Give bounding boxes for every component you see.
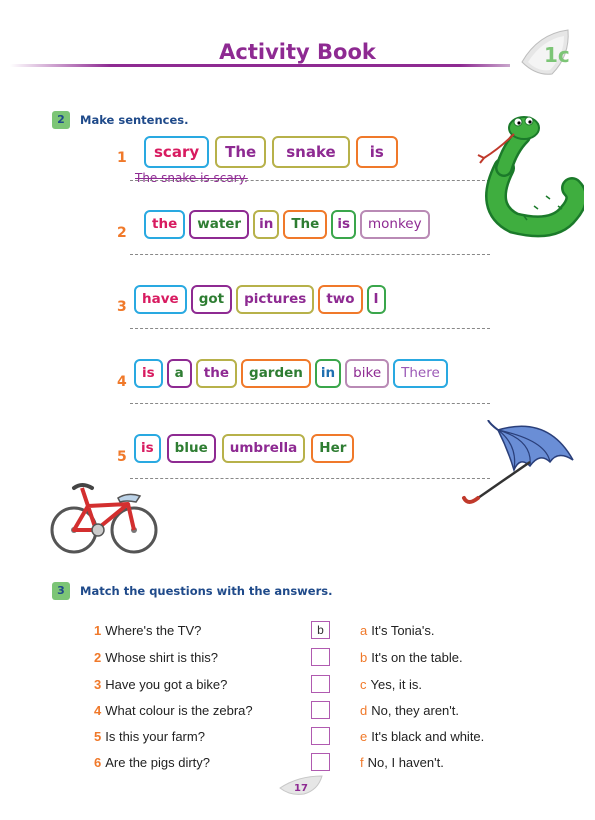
answer-e: e It's black and white. [360, 729, 485, 744]
word-tile: in [253, 210, 279, 239]
question-1: 1 Where's the TV? [94, 623, 202, 638]
unit-badge [518, 26, 572, 80]
header-rule [10, 64, 510, 67]
word-tile: a [167, 359, 192, 388]
section-2-number: 2 [52, 111, 70, 129]
answer-f: f No, I haven't. [360, 755, 444, 770]
word-row-3 [134, 285, 386, 314]
page-number [278, 774, 324, 796]
word-tile: the [196, 359, 237, 388]
answer-line-5 [130, 478, 490, 479]
word-row-4 [134, 359, 448, 388]
word-tile: got [191, 285, 232, 314]
word-tile: umbrella [222, 434, 306, 463]
answer-line-1 [130, 180, 490, 181]
word-tile: is [134, 359, 163, 388]
match-box-1[interactable]: b [311, 621, 330, 639]
word-tile: pictures [236, 285, 314, 314]
answer-line-3 [130, 328, 490, 329]
row-1-number: 1 [117, 150, 127, 166]
word-tile: in [315, 359, 341, 388]
answer-line-2 [130, 254, 490, 255]
row-2-number: 2 [117, 225, 127, 241]
row-3-number: 3 [117, 299, 127, 315]
word-tile: is [134, 434, 161, 463]
word-row-5 [134, 434, 354, 463]
row-4-number: 4 [117, 374, 127, 390]
word-tile: I [367, 285, 386, 314]
answer-line-4 [130, 403, 490, 404]
row-5-number: 5 [117, 449, 127, 465]
unit-badge-text: 1c [544, 43, 570, 67]
match-box-4[interactable] [311, 701, 330, 719]
answer-d: d No, they aren't. [360, 703, 459, 718]
question-5: 5 Is this your farm? [94, 729, 205, 744]
word-tile: The [283, 210, 327, 239]
word-tile: the [144, 210, 185, 239]
word-tile: bike [345, 359, 389, 388]
example-answer: The snake is scary. [135, 171, 248, 185]
question-6: 6 Are the pigs dirty? [94, 755, 211, 770]
snake-illustration [474, 108, 584, 248]
word-row-1 [144, 136, 398, 168]
word-tile: The [215, 136, 266, 168]
word-tile: blue [167, 434, 216, 463]
word-tile: two [318, 285, 362, 314]
word-tile: garden [241, 359, 311, 388]
word-tile: is [331, 210, 356, 239]
section-3-title: Match the questions with the answers. [80, 584, 333, 598]
word-tile: have [134, 285, 187, 314]
word-tile: water [189, 210, 249, 239]
question-2: 2 Whose shirt is this? [94, 650, 218, 665]
question-4: 4 What colour is the zebra? [94, 703, 253, 718]
answer-b: b It's on the table. [360, 650, 463, 665]
word-tile: Her [311, 434, 354, 463]
match-box-3[interactable] [311, 675, 330, 693]
bicycle-illustration [48, 474, 160, 558]
section-2-title: Make sentences. [80, 113, 189, 127]
section-3-number: 3 [52, 582, 70, 600]
match-box-6[interactable] [311, 753, 330, 771]
umbrella-illustration [458, 420, 578, 515]
page-title: Activity Book [219, 40, 376, 64]
word-tile: There [393, 359, 448, 388]
match-box-5[interactable] [311, 727, 330, 745]
question-3: 3 Have you got a bike? [94, 677, 228, 692]
page-number-text: 17 [294, 783, 308, 794]
answer-a: a It's Tonia's. [360, 623, 435, 638]
word-tile: is [356, 136, 398, 168]
word-tile: monkey [360, 210, 430, 239]
word-tile: snake [272, 136, 349, 168]
match-box-2[interactable] [311, 648, 330, 666]
word-row-2 [144, 210, 430, 239]
answer-c: c Yes, it is. [360, 677, 423, 692]
word-tile: scary [144, 136, 209, 168]
